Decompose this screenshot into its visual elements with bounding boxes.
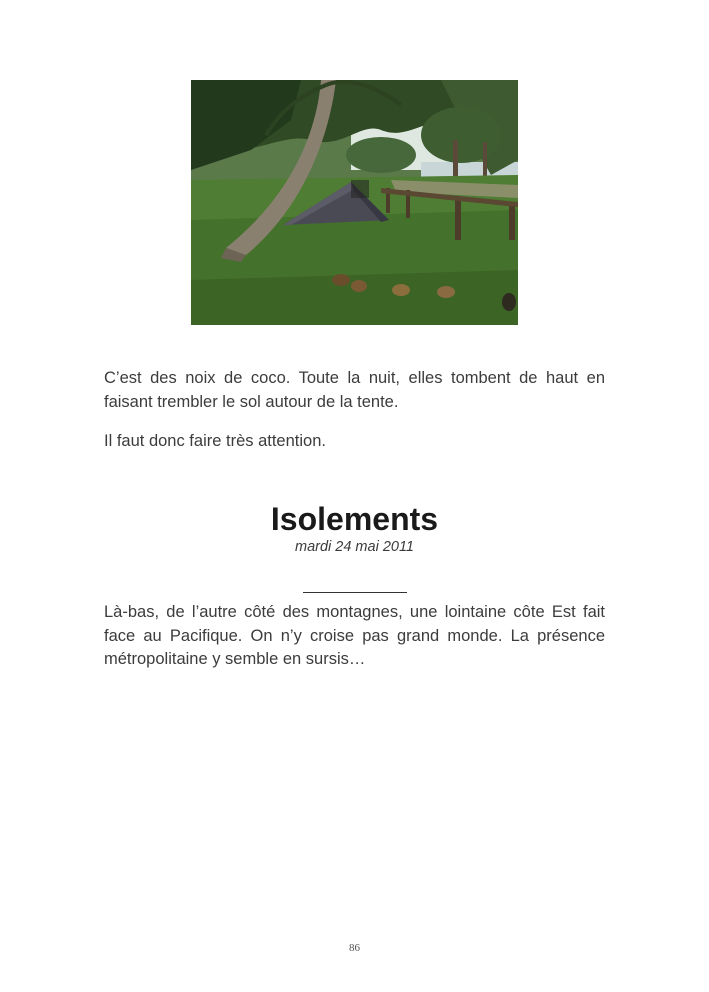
camp-photo <box>191 80 518 325</box>
section-date: mardi 24 mai 2011 <box>294 539 415 555</box>
section-title: Isolements <box>270 501 439 537</box>
paragraph-attention: Il faut donc faire très attention. <box>104 432 326 450</box>
divider <box>303 592 407 593</box>
paragraph-east-coast: Là-bas, de l’autre côté des montagnes, une lointaine côte Est fait face au Pacifique. On n’y croise pas grand monde. La présence métropolitaine y semble en sursis… <box>104 603 605 668</box>
page-number: 86 <box>349 942 360 954</box>
paragraph-coconuts: C’est des noix de coco. Toute la nuit, elles tombent de haut en faisant trembler le sol autour de la tente. <box>104 369 605 411</box>
